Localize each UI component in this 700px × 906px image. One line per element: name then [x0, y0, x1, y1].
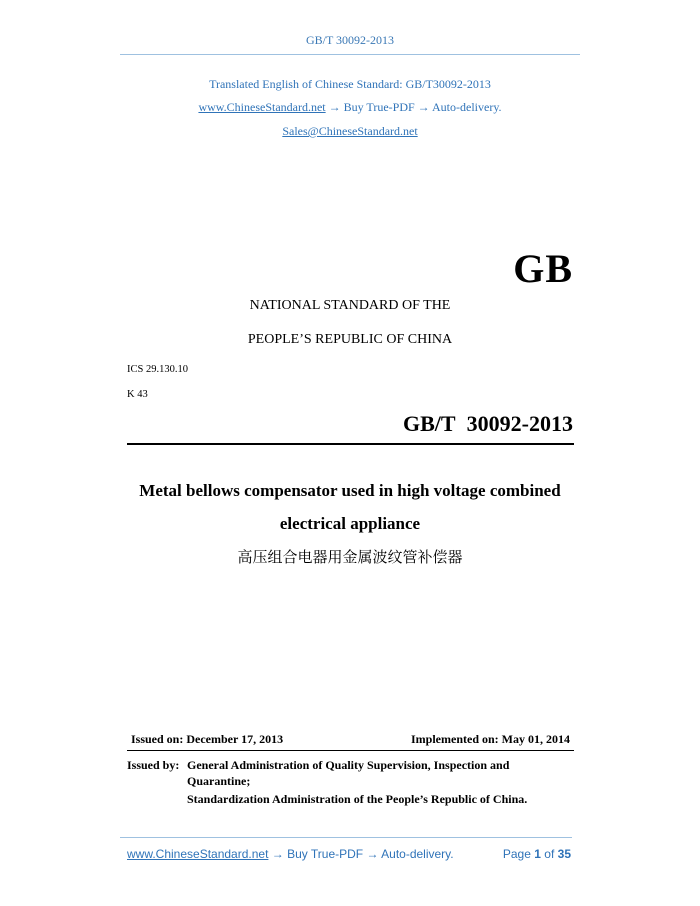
classification-code: K 43	[127, 389, 148, 400]
issued-by-label: Issued by:	[127, 758, 180, 772]
page-current: 1	[534, 847, 541, 861]
dates-divider	[127, 750, 574, 751]
delivery-text: Auto-delivery.	[432, 100, 502, 114]
national-standard-line1: NATIONAL STANDARD OF THE	[249, 298, 451, 313]
page-label: Page	[502, 847, 531, 861]
arrow-icon: →	[363, 847, 382, 861]
footer-buy-text: Buy True-PDF	[287, 847, 364, 861]
title-divider	[127, 443, 574, 445]
issuer-line2: Quarantine;	[187, 774, 251, 788]
website-link[interactable]: www.ChineseStandard.net	[198, 100, 326, 114]
title-english-line2: electrical appliance	[279, 514, 421, 533]
issuer-line3: Standardization Administration of the People’s Republic of China.	[187, 792, 528, 806]
issued-on-date: Issued on: December 17, 2013	[131, 732, 284, 746]
running-header-code: GB/T 30092-2013	[305, 33, 395, 47]
national-standard-line2: PEOPLE’S REPUBLIC OF CHINA	[247, 332, 453, 347]
footer-purchase-line	[127, 847, 454, 861]
standard-number: GB/T 30092-2013	[402, 411, 573, 436]
arrow-icon: →	[268, 847, 288, 861]
translation-notice: Translated English of Chinese Standard: GB/T30092-2013	[209, 77, 491, 91]
page-indicator	[503, 847, 571, 861]
footer-website-link[interactable]: www.ChineseStandard.net	[127, 847, 269, 861]
email-line	[0, 124, 700, 139]
title-chinese: 高压组合电器用金属波纹管补偿器	[237, 548, 463, 566]
buy-text: Buy True-PDF	[343, 100, 415, 114]
email-link[interactable]: Sales@ChineseStandard.net	[282, 124, 418, 138]
arrow-icon: →	[414, 100, 433, 114]
footer-divider	[120, 837, 572, 838]
purchase-line	[0, 100, 700, 115]
page-total: 35	[557, 847, 571, 861]
implemented-on-date: Implemented on: May 01, 2014	[411, 732, 570, 746]
ics-code: ICS 29.130.10	[127, 364, 188, 375]
issuer-line1: General Administration of Quality Supervision, Inspection and	[187, 758, 510, 772]
page-of: of	[544, 847, 555, 861]
arrow-icon: →	[325, 100, 344, 114]
title-english-line1: Metal bellows compensator used in high voltage combined	[139, 481, 561, 500]
gb-logo: GB	[513, 246, 573, 291]
header-divider	[120, 54, 580, 55]
footer-delivery-text: Auto-delivery.	[381, 847, 454, 861]
